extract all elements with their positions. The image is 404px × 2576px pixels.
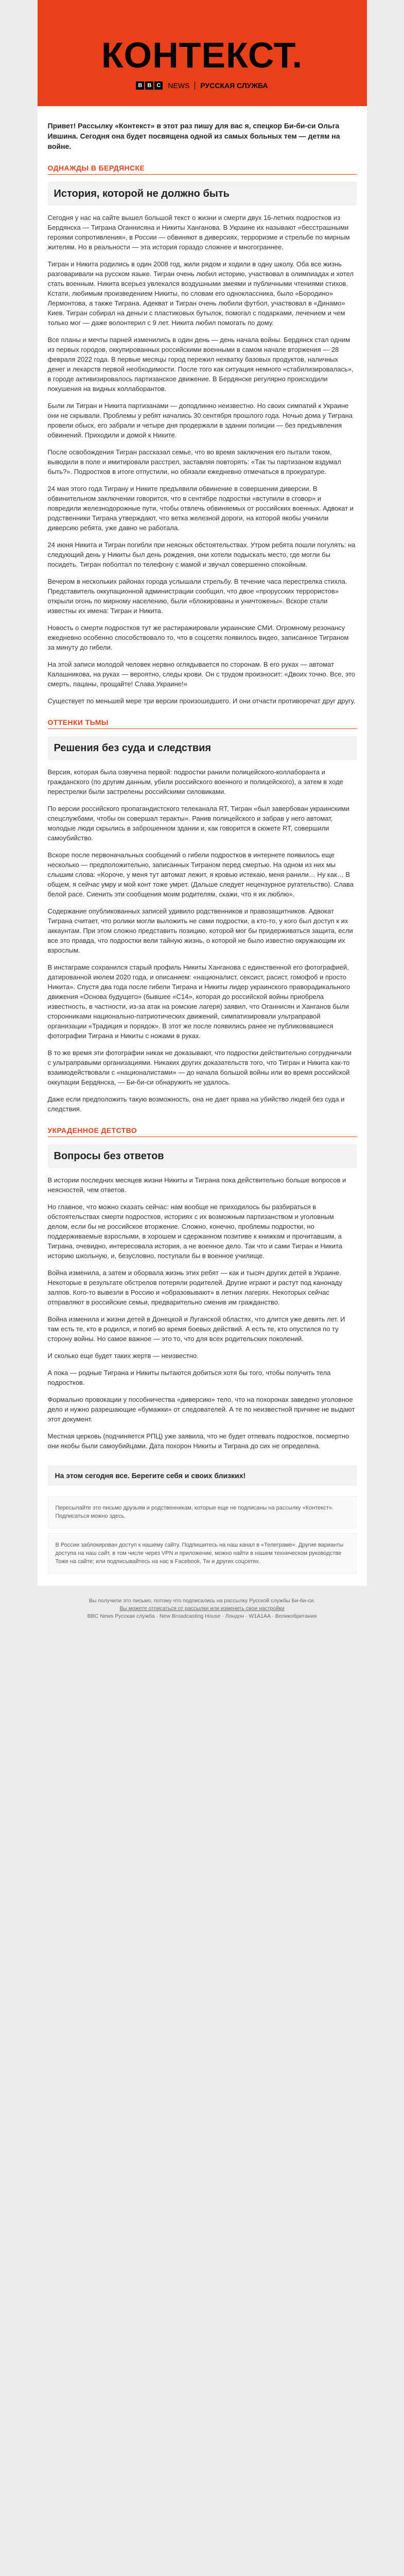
russian-service-label: РУССКАЯ СЛУЖБА [200, 81, 268, 90]
paragraph: После освобождения Тигран рассказал семье, что во время заключения его пытали током, выводили в поле и имитировали расстрел, заставляя повторять: «Так ты партизаном вздумал быть?». Подростков в итоге отпустили, но обязали ежедневно отмечаться в прокуратуре. [47, 448, 341, 476]
paragraph: В истории последних месяцев жизни Никиты и Тиграна пока действительно больше вопросов и неясностей, чем ответов. [47, 1176, 346, 1194]
section-title: История, которой не должно быть [48, 182, 357, 206]
forward-note: Пересылайте это письмо друзьям и родственникам, которые еще не подписаны на рассылку «Контекст». Подписаться можно здесь. [48, 1496, 357, 1528]
newsletter-header [38, 0, 367, 106]
paragraph: Формально провокации у пособничества «диверсию» тело, что на похоронах заведено уголовное дело и нужно разрешающие «бумажки» от следователей. А те по неизвестной причине не выдают этот документ. [47, 1396, 355, 1423]
section-title: Вопросы без ответов [48, 1144, 357, 1168]
paragraph: Местная церковь (подчиняется РПЦ) уже заявила, что не будет отпевать подростков, посмертно они якобы были самоубийцами. Дата похорон Никиты и Тиграна до сих не определена. [47, 1432, 349, 1450]
paragraph: Содержание опубликованных записей удивило родственников и правозащитников. Адвокат Тиграна считает, что ролики могли выложить не сами подростки, а кто-то, у кого был доступ к их аккаунтам. При этом сложно представить позицию, которой мог бы придерживаться защита, если все это правда, что подростки вели тайную жизнь, о которой не было известно окружающим их взрослым. [47, 907, 353, 954]
paragraph: Версия, которая была озвучена первой: подростки ранили полицейского-коллаборанта и гражданского (по другим данным, убили российского военного и полицейского), а затем в ходе перестрелки были застрелены российскими силовиками. [47, 768, 343, 795]
paragraph: Вскоре после первоначальных сообщений о гибели подростков в интернете появилось еще несколько — предположительно, записанных Тиграном перед смертью. На одном из них мы слышим слова: «Короче, у меня тут автомат лежит, я кровью истекаю, меня ранили… Ну как… В общем, я сейчас умру и мой конт тоже умрет. (Дальше следует нецензурное ругательство). Слава белой расе. Сиенить эти сообщения моим родителям, скажи, что я их люблю». [47, 851, 354, 898]
email-footer [0, 1586, 404, 1620]
paragraph: Были ли Тигран и Никита партизанами — доподлинно неизвестно. Но своих симпатий к Украине они не скрывали. Проблемы у ребят начались 30 сентября прошлого года. Ночью дома у Тиграна провели обыск, его забрали и четыре дня продержали в здании полиции — без предъявления обвинений. Приходили и домой к Никите. [47, 402, 353, 439]
section-berdyansk [48, 164, 357, 706]
bbc-russian-brand [38, 81, 367, 90]
paragraph: Все планы и мечты парней изменились в один день — день начала войны. Бердянск стал одним из первых городов, оккупированных российскими военными в самом начале вторжения — 28 февраля 2022 года. В первые месяцы город пережил нехватку базовых продуктов, наличных денег и лекарств первой необходимости. После того как ситуация немного «стабилизировалась», в городе активизировалось партизанское движение. В Бердянске регулярно происходили покушения на видных коллаборантов. [47, 336, 354, 393]
section-label: ОДНАЖДЫ В БЕРДЯНСКЕ [48, 164, 357, 175]
paragraph: Вечером в нескольких районах города услышали стрельбу. В течение часа перестрелка стихла. Представитель оккупационной администрации сообщил, что двое «прорусских террористов» открыли огонь по мирному населению, были «блокированы и уничтожены». Вскоре стали известны их имена: Тигран и Никита. [47, 578, 347, 615]
kontekst-logo [101, 36, 303, 74]
paragraph: Существует по меньшей мере три версии произошедшего. И они отчасти противоречат друг другу. [47, 697, 356, 705]
subscription-reason: Вы получили это письмо, потому что подписались на рассылку Русской службы Би-би-си. [89, 1598, 315, 1604]
paragraph: Но главное, что можно сказать сейчас: нам вообще не приходилось бы разбираться в обстоятельствах смерти подростков, историях с их возможным партизанством и уголовным делом, если бы не российское вторжение. Сложно, конечно, проблемы подростки, но поддерживаемые взрослыми, в хорошем и сдержанном позитиве к книжкам и прочитавшим, а Тиграна, очевидно, интересовала история, а не военное дело. Так что и сами Тигран и Никита историю школьную, и, безусловно, поступали бы в военное училище. [47, 1203, 343, 1260]
paragraph: Даже если предположить такую возможность, она не дает права на убийство людей без суда и следствия. [47, 1095, 345, 1113]
section-label: УКРАДЕННОЕ ДЕТСТВО [48, 1126, 357, 1137]
paragraph: И сколько еще будет таких жертв — неизвестно. [47, 1352, 199, 1360]
section-shades [48, 718, 357, 1114]
newsletter-content [38, 106, 367, 1486]
paragraph: Новость о смерти подростков тут же растиражировали украинские СМИ. Огромному резонансу ежедневно особенно способствовало то, что в соцсетях появилось видео, записанное Тиграном за минуту до гибели. [47, 624, 349, 651]
paragraph: 24 мая этого года Тиграну и Никите предъявили обвинение в совершении диверсии. В обвинительном заключении говорится, что в сентябре подростки «вступили в сговор» и повредили железнодорожные пути, чтобы отвлечь обвиняемых от российских военных. Адвокат и родственники Тиграна утверждают, что ветка железной дороги, на которой якобы учинили диверсию ребята, уже давно не работала. [47, 485, 354, 532]
section-title: Решения без суда и следствия [48, 736, 357, 760]
paragraph: Война изменила, а затем и оборвала жизнь этих ребят — как и тысяч других детей в Украине. Некоторые в результате обстрелов потеряли родителей. Другие играют и растут под канонаду залпов. Кого-то вывезли в Россию и «образовывают» в летних лагерях. Некоторых сейчас отправляют в российские семьи, предварительно сменив им гражданство. [47, 1269, 342, 1306]
paragraph: В инстаграме сохранился старый профиль Никиты Ханганова с единственной его фотографией, датированной июлем 2020 года, и описанием: «националист, сексист, расист, гомофоб и просто Никита». Спустя два года после гибели Тиграна и Никиты лидер украинского праворадикального движения «Основа будущего» (бывшее «С14», которая до российской войны приобрела известность, в частности, из-за атак на ромские лагеря) заявил, что Оганнисян и Ханганов были сторонниками национально-патриотических движений, симпатизировали ультраправой организации «Традиция и порядок». В этот же после появились ранее не публиковавшиеся фотографии Тиграна и Никиты с ножами в руках. [47, 963, 350, 1040]
spacer [38, 1573, 367, 1586]
paragraph: А пока — родные Тиграна и Никиты пытаются добиться хотя бы того, чтобы получить тела подростков. [47, 1369, 331, 1386]
intro-text: Привет! Рассылку «Контекст» в этот раз пишу для вас я, спецкор Би-би-си Ольга Ившина. Сегодня она будет посвящена одной из самых больных тем — детям на войне. [47, 122, 340, 150]
news-label: NEWS [168, 81, 190, 90]
section-label: ОТТЕНКИ ТЬМЫ [48, 718, 357, 729]
access-note: В России заблокирован доступ к нашему сайту. Подпишитесь на наш канал в «Телеграме». Другие варианты доступа на наш сайт, в том числе через VPN и приложение, можно найти в нашем техническом руководстве Тоже на сайте; или подписывайтесь на нас в Facebook, Tw и других соцсетях. [48, 1533, 357, 1573]
bbc-address: BBC News Русская служба · New Broadcasting House · Лондон · W1A1AA · Великобритания [87, 1613, 317, 1619]
paragraph: В то же время эти фотографии никак не доказывают, что подростки действительно сотрудничали с ультраправыми организациями. Никаких других доказательств того, что Тигран и Никита как-то взаимодействовали с «националистами» — до начала большой войны или во время российской оккупации Бердянска, — Би-би-си обнаружить не удалось. [47, 1049, 352, 1086]
email-body [38, 0, 367, 1586]
logo-text: КОНТЕКСТ. [101, 35, 303, 75]
paragraph: Сегодня у нас на сайте вышел большой текст о жизни и смерти двух 16-летних подростков из Бердянска — Тиграна Оганнисяна и Никиты Ханганова. В Украине их называют «бесстрашными героями сопротивления», в России — обвиняют в диверсиях, терроризме и стрельбе по мирным жителям. Но в реальности — эта история гораздо сложнее и многограннее. [47, 214, 350, 251]
paragraph: Тигран и Никита родились в один 2008 год, жили рядом и ходили в одну школу. Оба все жизнь разговаривали на русском языке. Тигран очень любил историю, участвовал в олимпиадах и хотел стать военным. Никита всерьез увлекался воздушными змеями и публичными чтениями стихов. Кстати, любимым произведением Никиты, по словам его одноклассника, было «Бородино» Лермонтова, а также Тиграна. Адекват и Тигран очень любили футбол, участвовал в «Динамо» Киев. Тигран собирал на деньги с пластиковых бутылок, помогал с подарками, лечением и чем только мог — даже волонтерил с 9 лет. Никита любил помогать по дому. [47, 260, 354, 327]
bbc-logo-icon: B B C [136, 81, 163, 90]
paragraph: По версии российского пропагандистского телеканала RT, Тигран «был завербован украинскими спецслужбами, чтобы он совершал теракты». Ранив полицейского и забрав у него автомат, молодые люди скрылись в заброшенном здании и, как говорится в сюжете RT, совершили самоубийство. [47, 805, 349, 842]
section-stolen-childhood [48, 1126, 357, 1451]
paragraph: На этой записи молодой человек нервно оглядывается по сторонам. В его руках — автомат Калашникова, на руках — вероятно, следы крови. Он с трудом произносит: «Двоих точно. Все, это смерть, пацаны, прощайте! Слава Украине!» [47, 660, 356, 688]
closing-tagline: На этом сегодня все. Берегите себя и своих близких! [48, 1465, 357, 1486]
unsubscribe-link[interactable]: Вы можете отписаться от рассылки или изменить свои настройки [119, 1605, 285, 1612]
paragraph: 24 июня Никита и Тигран погибли при неясных обстоятельствах. Утром ребята пошли погулять: на следующий день у Никиты был день рождения, они хотели подыскать место, где могли бы посидеть. Тигран поболтал по телефону с мамой и звучал совершенно спокойным. [47, 541, 356, 568]
paragraph: Война изменила и жизни детей в Донецкой и Луганской областях, что длится уже девять лет. И там есть те, кто в родился, и погиб во время боевых действий. А есть те, кто опустился по ту сторону войны. Но самое важное — это то, что для всех родительских поколений. [47, 1315, 345, 1343]
